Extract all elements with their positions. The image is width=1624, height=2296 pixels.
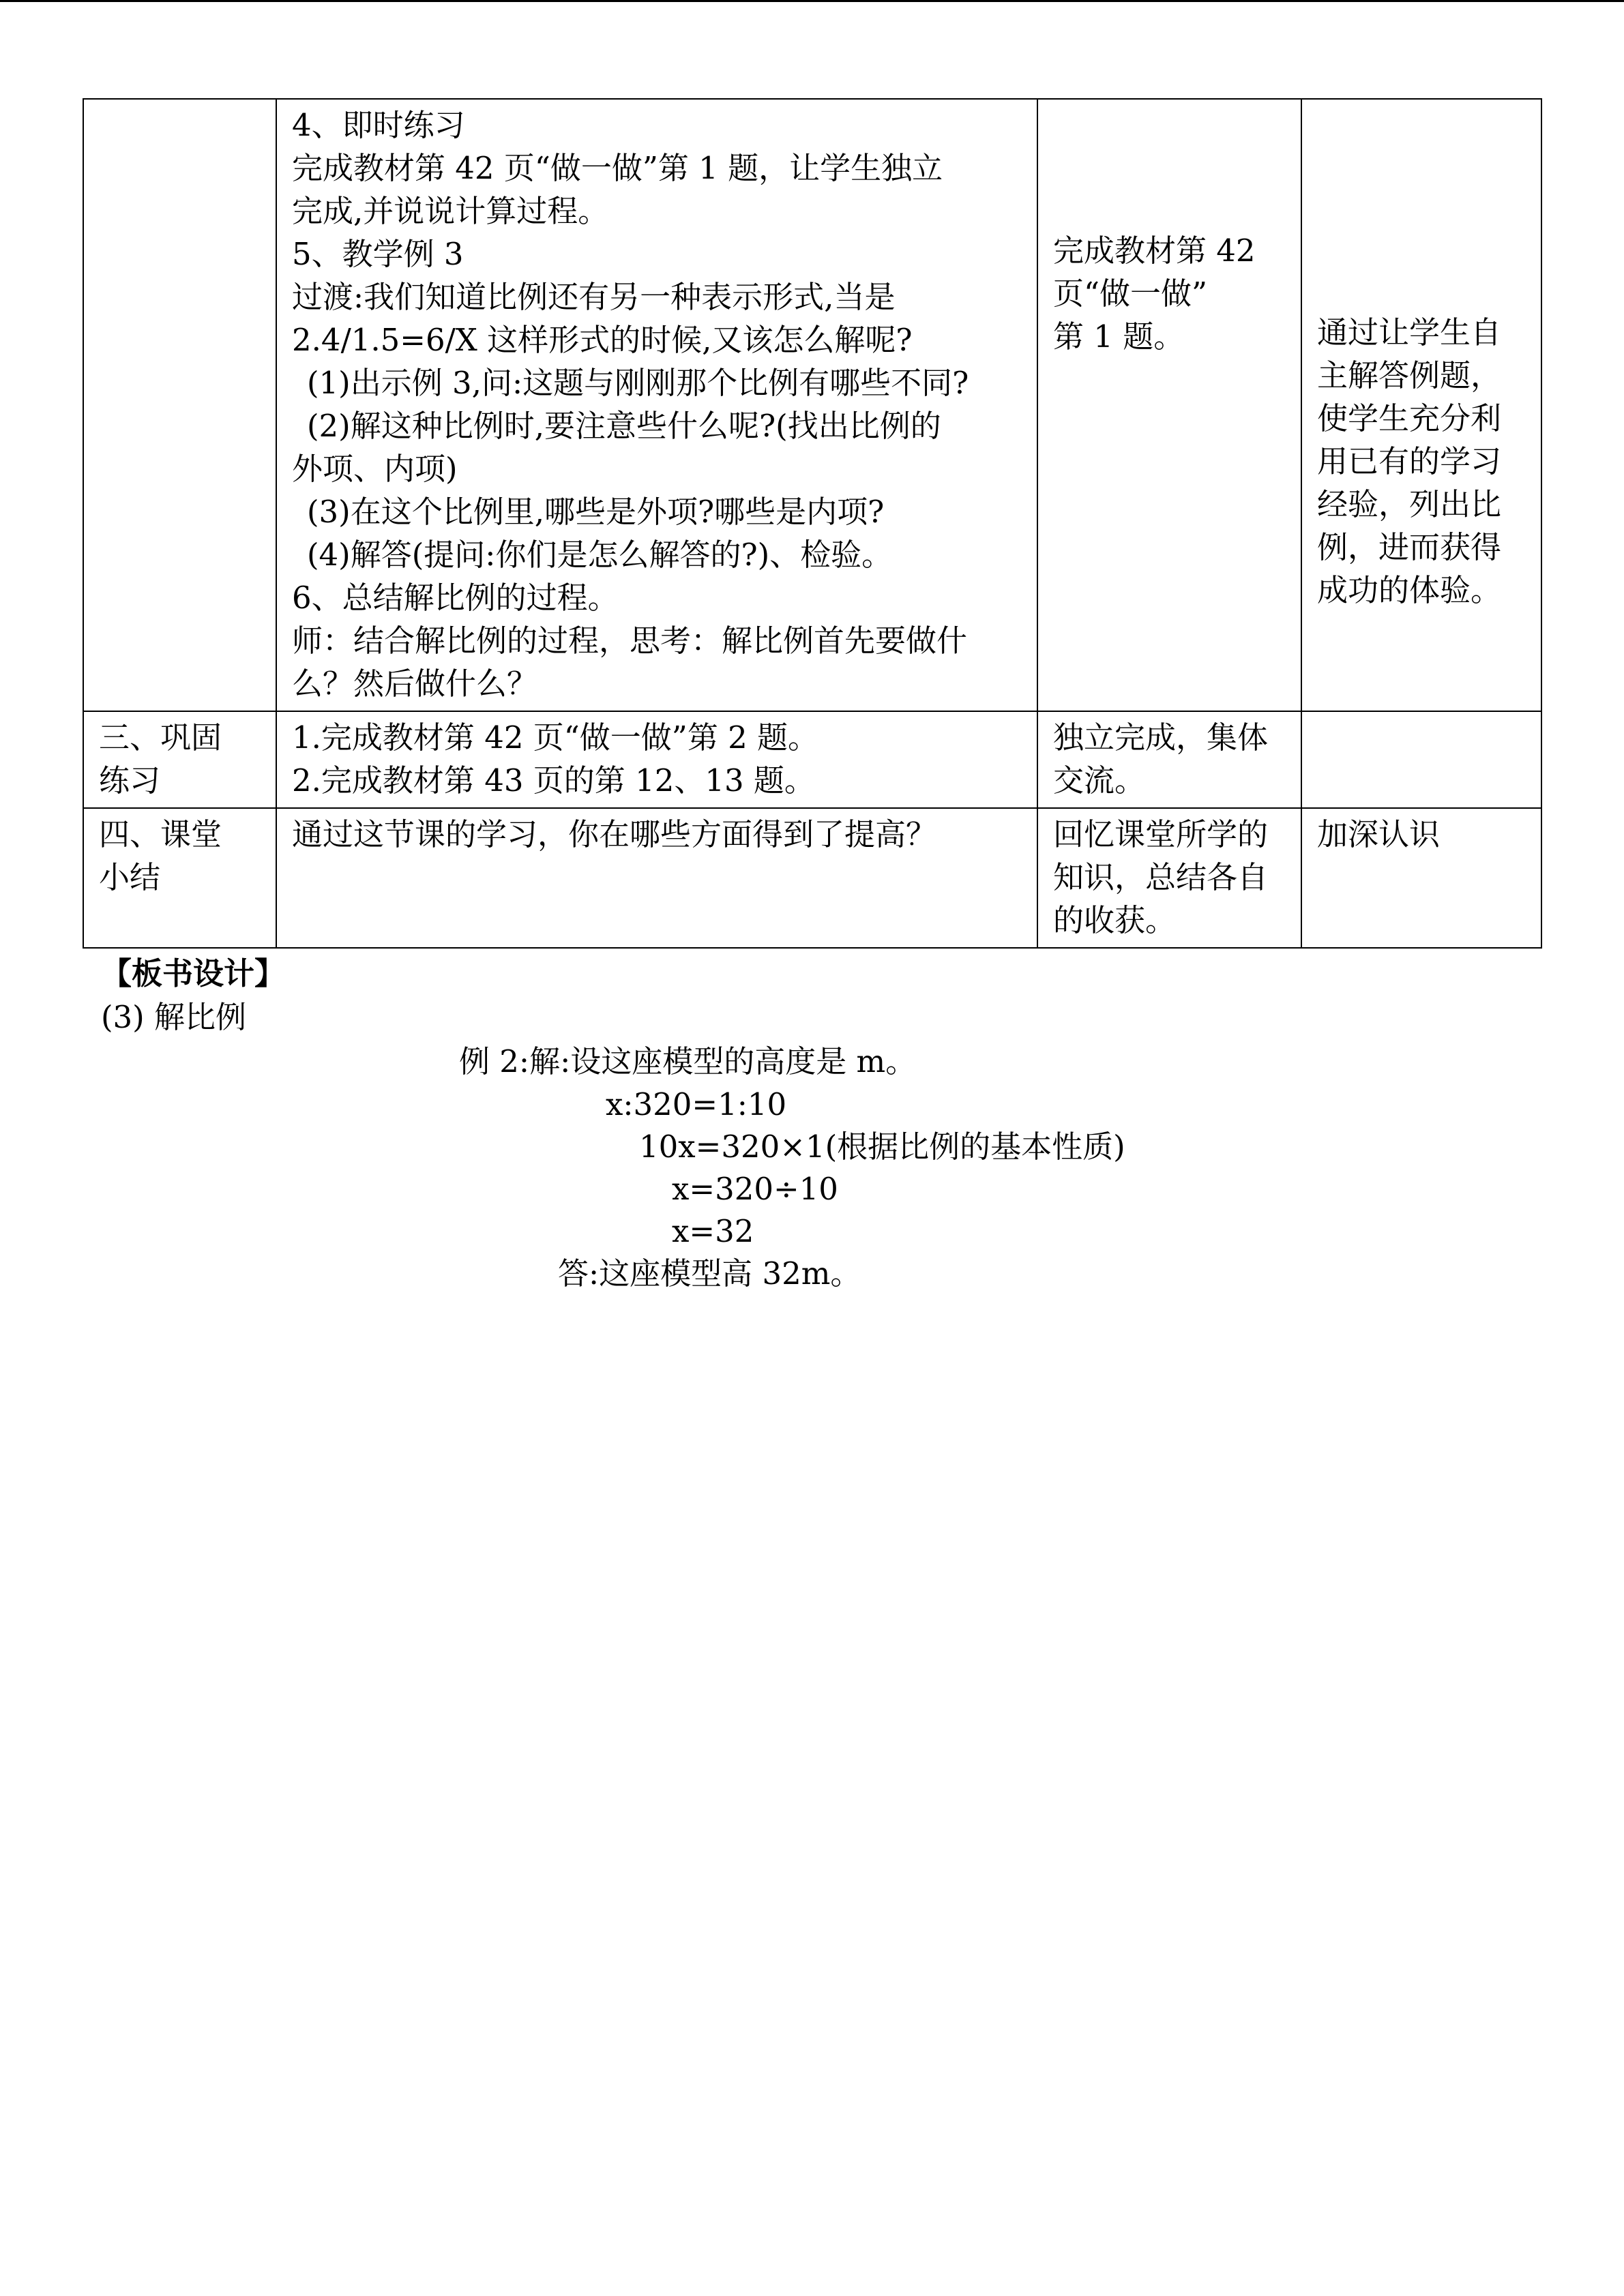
intent-line: 使学生充分利 xyxy=(1317,400,1502,436)
student-line: 第 1 题。 xyxy=(1053,318,1185,355)
board-design-heading: 【板书设计】 xyxy=(101,955,286,992)
intent-line: 成功的体验。 xyxy=(1317,572,1502,608)
intent-line: 主解答例题， xyxy=(1317,357,1502,393)
solution-line: x:320=1:10 xyxy=(606,1086,787,1122)
student-line: 回忆课堂所学的 xyxy=(1053,816,1269,852)
stage-cell xyxy=(83,808,276,948)
design-intent-cell xyxy=(1301,99,1541,711)
content-line: 1.完成教材第 42 页“做一做”第 2 题。 xyxy=(292,719,819,756)
intent-line: 例，进而获得 xyxy=(1317,529,1502,565)
content-line: 5、教学例 3 xyxy=(292,236,464,272)
teaching-content-cell xyxy=(276,99,1037,711)
content-line: 完成教材第 42 页“做一做”第 1 题，让学生独立 xyxy=(292,150,943,186)
stage-line: 练习 xyxy=(99,762,161,799)
intent-line: 通过让学生自 xyxy=(1317,314,1502,351)
intent-line: 经验，列出比 xyxy=(1317,486,1502,522)
stage-line: 四、课堂 xyxy=(99,816,222,852)
stage-line: 三、巩固 xyxy=(99,719,222,756)
student-line: 知识，总结各自 xyxy=(1053,859,1269,895)
content-line: 4、即时练习 xyxy=(292,107,465,143)
content-line: (1)出示例 3,问:这题与刚刚那个比例有哪些不同? xyxy=(307,365,969,401)
table-row-teaching-continued xyxy=(83,99,1541,711)
student-line: 交流。 xyxy=(1053,762,1146,799)
solution-line: 例 2:解:设这座模型的高度是 m。 xyxy=(459,1043,917,1079)
page-top-border xyxy=(0,0,1624,2)
student-line: 独立完成，集体 xyxy=(1053,719,1269,756)
table-row-class-summary xyxy=(83,808,1541,948)
solution-answer: 答:这座模型高 32m。 xyxy=(558,1255,861,1292)
content-line: 么？然后做什么？ xyxy=(292,666,538,702)
lesson-plan-table xyxy=(83,98,1542,949)
content-line: 2.完成教材第 43 页的第 12、13 题。 xyxy=(292,762,815,799)
stage-line: 小结 xyxy=(99,859,161,895)
student-activity-cell xyxy=(1037,808,1301,948)
student-line: 的收获。 xyxy=(1053,902,1177,938)
content-line: 师：结合解比例的过程，思考：解比例首先要做什 xyxy=(292,623,968,659)
content-line: 过渡:我们知道比例还有另一种表示形式,当是 xyxy=(292,279,896,315)
content-line: 通过这节课的学习，你在哪些方面得到了提高？ xyxy=(292,816,937,852)
board-design-subtitle: (3) 解比例 xyxy=(101,999,247,1035)
student-line: 页“做一做” xyxy=(1053,275,1208,312)
content-line: 外项、内项) xyxy=(292,451,458,487)
intent-line: 用已有的学习 xyxy=(1317,443,1502,479)
solution-line: x=32 xyxy=(672,1213,754,1249)
student-activity-cell xyxy=(1037,711,1301,808)
table-row-consolidation-practice xyxy=(83,711,1541,808)
content-line: 完成,并说说计算过程。 xyxy=(292,193,609,229)
design-intent-cell-empty xyxy=(1301,711,1541,808)
content-line: (3)在这个比例里,哪些是外项?哪些是内项? xyxy=(307,494,885,530)
content-line: (4)解答(提问:你们是怎么解答的?)、检验。 xyxy=(307,537,893,573)
content-line: (2)解这种比例时,要注意些什么呢?(找出比例的 xyxy=(307,408,941,444)
teaching-content-cell xyxy=(276,808,1037,948)
student-activity-cell xyxy=(1037,99,1301,711)
teaching-content-cell xyxy=(276,711,1037,808)
student-line: 完成教材第 42 xyxy=(1053,233,1256,269)
design-intent-cell xyxy=(1301,808,1541,948)
stage-cell xyxy=(83,711,276,808)
solution-line: 10x=320×1(根据比例的基本性质) xyxy=(639,1129,1125,1165)
intent-line: 加深认识 xyxy=(1317,816,1441,852)
solution-line: x=320÷10 xyxy=(672,1171,838,1207)
stage-cell-empty xyxy=(83,99,276,711)
content-line: 2.4/1.5=6/X 这样形式的时候,又该怎么解呢? xyxy=(292,322,913,358)
content-line: 6、总结解比例的过程。 xyxy=(292,580,619,616)
